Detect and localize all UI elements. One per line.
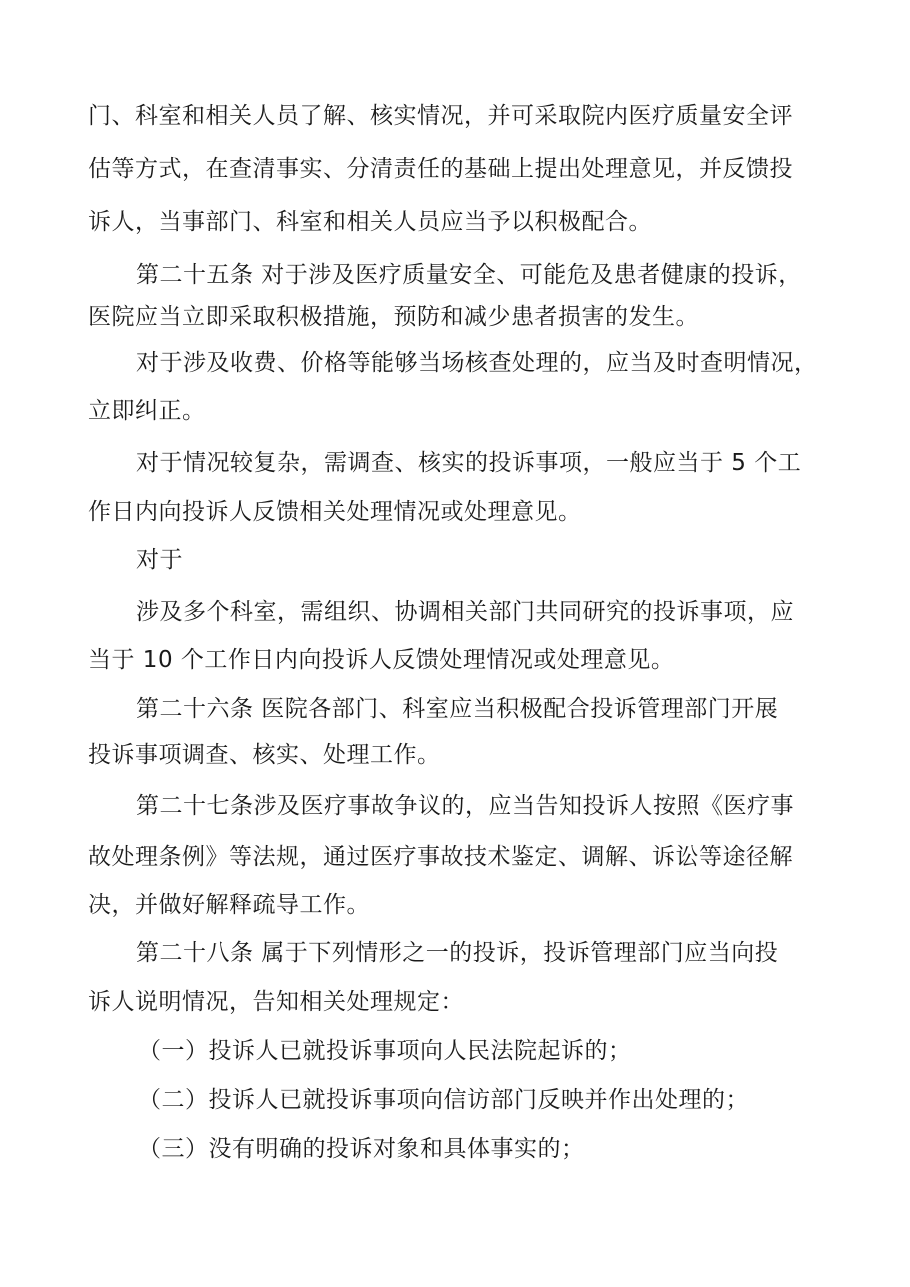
- text-line: 第二十八条 属于下列情形之一的投诉，投诉管理部门应当向投: [136, 940, 779, 966]
- text-line: 投诉事项调查、核实、处理工作。: [88, 742, 441, 768]
- text-line: 对于: [136, 547, 183, 573]
- text-line: 医院应当立即采取积极措施，预防和减少患者损害的发生。: [88, 304, 699, 330]
- text-line: 对于涉及收费、价格等能够当场核查处理的，应当及时查明情况，: [136, 350, 818, 376]
- text-line: 立即纠正。: [88, 398, 206, 424]
- text-line: 第二十六条 医院各部门、科室应当积极配合投诉管理部门开展: [136, 696, 779, 722]
- text-line: 估等方式，在查清事实、分清责任的基础上提出处理意见，并反馈投: [88, 156, 793, 182]
- text-line: （二）投诉人已就投诉事项向信访部门反映并作出处理的；: [138, 1087, 749, 1113]
- text-line: 对于情况较复杂，需调查、核实的投诉事项，一般应当于 5 个工: [136, 450, 802, 476]
- text-line: 当于 10 个工作日内向投诉人反馈处理情况或处理意见。: [88, 647, 675, 673]
- text-line: （一）投诉人已就投诉事项向人民法院起诉的；: [138, 1038, 632, 1064]
- text-line: 故处理条例》等法规，通过医疗事故技术鉴定、调解、诉讼等途径解: [88, 844, 793, 870]
- text-line: （三）没有明确的投诉对象和具体事实的；: [138, 1136, 585, 1162]
- text-line: 第二十七条涉及医疗事故争议的，应当告知投诉人按照《医疗事: [136, 793, 794, 819]
- text-line: 决，并做好解释疏导工作。: [88, 892, 370, 918]
- text-line: 作日内向投诉人反馈相关处理情况或处理意见。: [88, 499, 582, 525]
- text-line: 第二十五条 对于涉及医疗质量安全、可能危及患者健康的投诉，: [136, 262, 802, 288]
- text-line: 门、科室和相关人员了解、核实情况，并可采取院内医疗质量安全评: [88, 103, 793, 129]
- text-line: 诉人，当事部门、科室和相关人员应当予以积极配合。: [88, 209, 652, 235]
- text-line: 诉人说明情况，告知相关处理规定：: [88, 989, 464, 1015]
- text-line: 涉及多个科室，需组织、协调相关部门共同研究的投诉事项，应: [136, 599, 794, 625]
